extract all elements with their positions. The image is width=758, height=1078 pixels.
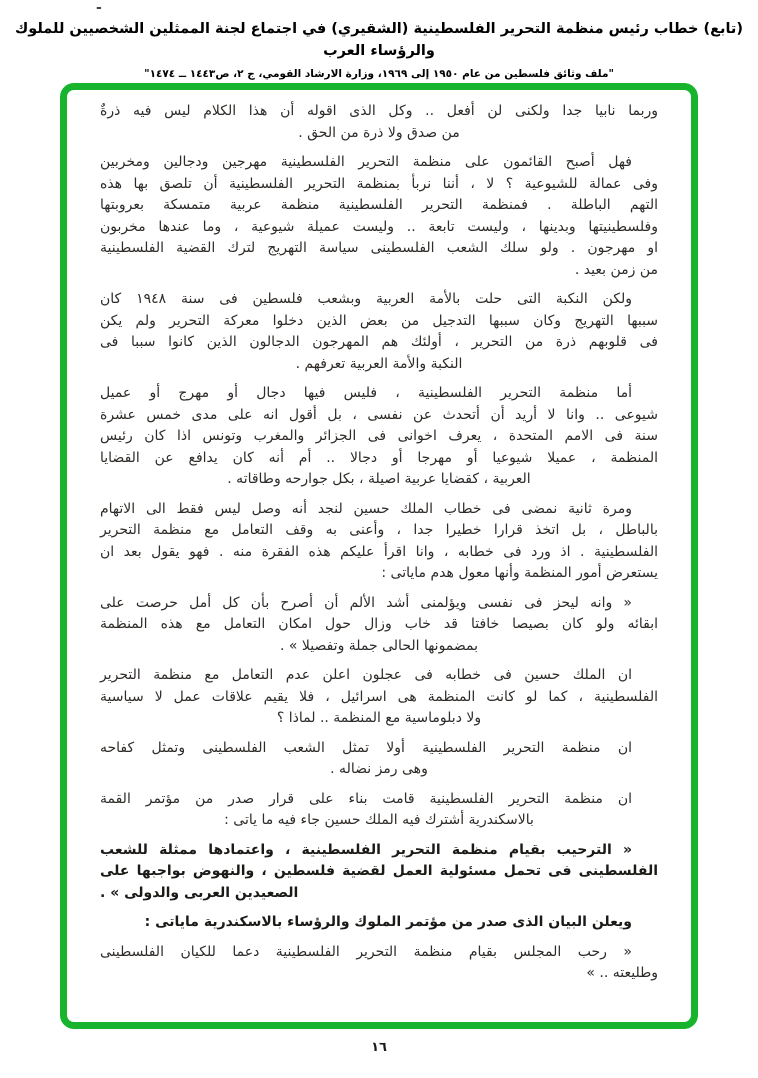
text-line: من زمن بعيد .	[574, 261, 658, 278]
text-line: الفلسطينى فى تحمل مسئولية العمل لقضية فلسطين ، والنهوض بواجبها على	[100, 863, 658, 879]
paragraph	[100, 840, 658, 905]
text-line: ان منظمة التحرير الفلسطينية أولا تمثل الشعب الفلسطينى وتمثل كفاحه	[100, 739, 632, 756]
text-line: او مهرجون . ولو سلك الشعب الفلسطينى سياسة التهريج لترك القضية الفلسطينية	[100, 240, 658, 256]
text-line: ولا دبلوماسية مع المنظمة .. لماذا ؟	[276, 710, 482, 726]
text-line: ابقائه ولو كان بصيصا خافتا قد خاب وزال حول امكان التعامل مع هذه المنظمة	[100, 616, 658, 632]
text-line: بالاسكندرية أشترك فيه الملك حسين جاء فيه ما ياتى :	[224, 812, 534, 828]
text-line: ان الملك حسين فى خطابه فى عجلون اعلن عدم التعامل مع منظمة التحرير	[100, 667, 632, 683]
text-line: من صدق ولا ذرة من الحق .	[298, 124, 460, 141]
text-line: النكبة والأمة العربية تعرفهم .	[295, 355, 463, 372]
text-line: يستعرض أمور المنظمة وأنها معول هدم ماياتى :	[381, 565, 658, 581]
text-line: « الترحيب بقيام منظمة التحرير الفلسطينية ، واعتمادها ممثلة للشعب	[100, 841, 632, 858]
text-line: الفلسطينية . اذ ورد فى خطابه ، وانا اقرأ عليكم هذه الفقرة منه . فهو يقول بعد ان	[100, 543, 658, 560]
text-line: شيوعى .. وانا لا أريد أن أتحدث عن نفسى ، بل أقول انه على مدى خمس عشرة	[100, 406, 658, 423]
paragraph	[100, 101, 658, 144]
paragraph	[100, 289, 658, 375]
text-line: « رحب المجلس بقيام منظمة التحرير الفلسطينية دعما للكيان الفلسطينى	[100, 943, 632, 960]
scan-artifact-dash: -	[96, 0, 102, 16]
text-line: وفى عمالة للشيوعية ؟ لا ، أننا نربأ بمنظمة التحرير الفلسطينية أن تلصق بها هذه	[100, 175, 658, 192]
text-line: ومرة ثانية نمضى فى خطاب الملك حسين لنجد أنه وصل ليس فقط الى الاتهام	[100, 500, 632, 517]
text-line: الصعيدين العربى والدولى » .	[100, 884, 299, 901]
text-line: ان منظمة التحرير الفلسطينية قامت بناء على قرار صدر من مؤتمر القمة	[100, 790, 632, 807]
paragraph	[100, 499, 658, 585]
document-source-citation: "ملف وثائق فلسطين من عام ١٩٥٠ إلى ١٩٦٩، وزارة الارشاد القومي، ج ٢، ص١٤٤٣ ــ ١٤٧٤"	[144, 68, 614, 80]
paragraph	[100, 593, 658, 658]
paragraph	[100, 789, 658, 832]
text-line: وهى رمز نضاله .	[330, 761, 428, 777]
text-line: بمضمونها الحالى جملة وتفصيلا » .	[279, 637, 479, 654]
text-line: فى قلوبهم ذرة من التحرير ، أولئك هم المهرجون الدجالون الذين كانوا سببا فى	[100, 334, 658, 350]
text-line: وطليعته .. »	[586, 965, 658, 981]
text-line: أما منظمة التحرير الفلسطينية ، فليس فيها دجال أو مهرج أو عميل	[100, 385, 632, 401]
text-line: وفلسطينيتها وبدينها ، وليست تابعة .. وليست عميلة شيوعية ، وما عندها مخربون	[100, 218, 658, 235]
document-title: (تابع) خطاب رئيس منظمة التحرير الفلسطينية (الشقيري) في اجتماع لجنة الممثلين الشخصيين للملوك والرؤساء العرب	[15, 21, 743, 59]
text-line: فهل أصبح القائمون على منظمة التحرير الفلسطينية مهرجين ودجالين ومخربين	[100, 154, 632, 170]
text-line: التهم الباطلة . فمنظمة التحرير الفلسطينية منظمة عربية متمسكة بعروبتها	[100, 197, 658, 213]
paragraph	[100, 738, 658, 781]
text-line: الفلسطينية ، كما لو كانت المنظمة هى اسرائيل ، فلا يقيم علاقات عمل لا سياسية	[100, 688, 658, 705]
text-line: ولكن النكبة التى حلت بالأمة العربية وبشعب فلسطين فى سنة ١٩٤٨ كان	[100, 291, 632, 307]
text-line: ويعلن البيان الذى صدر من مؤتمر الملوك والرؤساء بالاسكندرية ماياتى :	[144, 914, 632, 930]
document-body	[100, 101, 658, 993]
text-line: بالباطل ، بل اتخذ قرارا خطيرا جدا ، وأعنى به وقف التعامل مع منظمة التحرير	[100, 522, 658, 538]
paragraph	[100, 665, 658, 730]
page-number: ١٦	[371, 1040, 387, 1055]
document-header	[0, 18, 758, 82]
paragraph	[100, 912, 658, 934]
page-footer	[0, 1040, 758, 1055]
text-line: المنظمة ، عميلا شيوعيا أو مهرجا أو دجالا .. أم أنه كان يدافع عن القضايا	[100, 449, 658, 466]
paragraph	[100, 152, 658, 281]
paragraph	[100, 383, 658, 491]
text-line: العربية ، كقضايا عربية اصيلة ، بكل جوارحه وطاقاته .	[227, 471, 531, 487]
text-line: « وانه ليحز فى نفسى ويؤلمنى أشد الألم أن أصرح بأن كل أمل حرصت على	[100, 594, 632, 611]
paragraph	[100, 942, 658, 985]
text-line: وربما نابيا جدا ولكنى لن أفعل .. وكل الذى اقوله أن هذا الكلام ليس فيه ذرةٌ	[100, 103, 658, 119]
text-line: سببها التهريج وكان سببها التدجيل من بعض الذين دخلوا معركة التحرير ولم يكن	[100, 312, 658, 329]
text-line: سنة فى الامم المتحدة ، يعرف اخوانى فى الجزائر والمغرب وتونس اذا كان رئيس	[100, 428, 658, 444]
